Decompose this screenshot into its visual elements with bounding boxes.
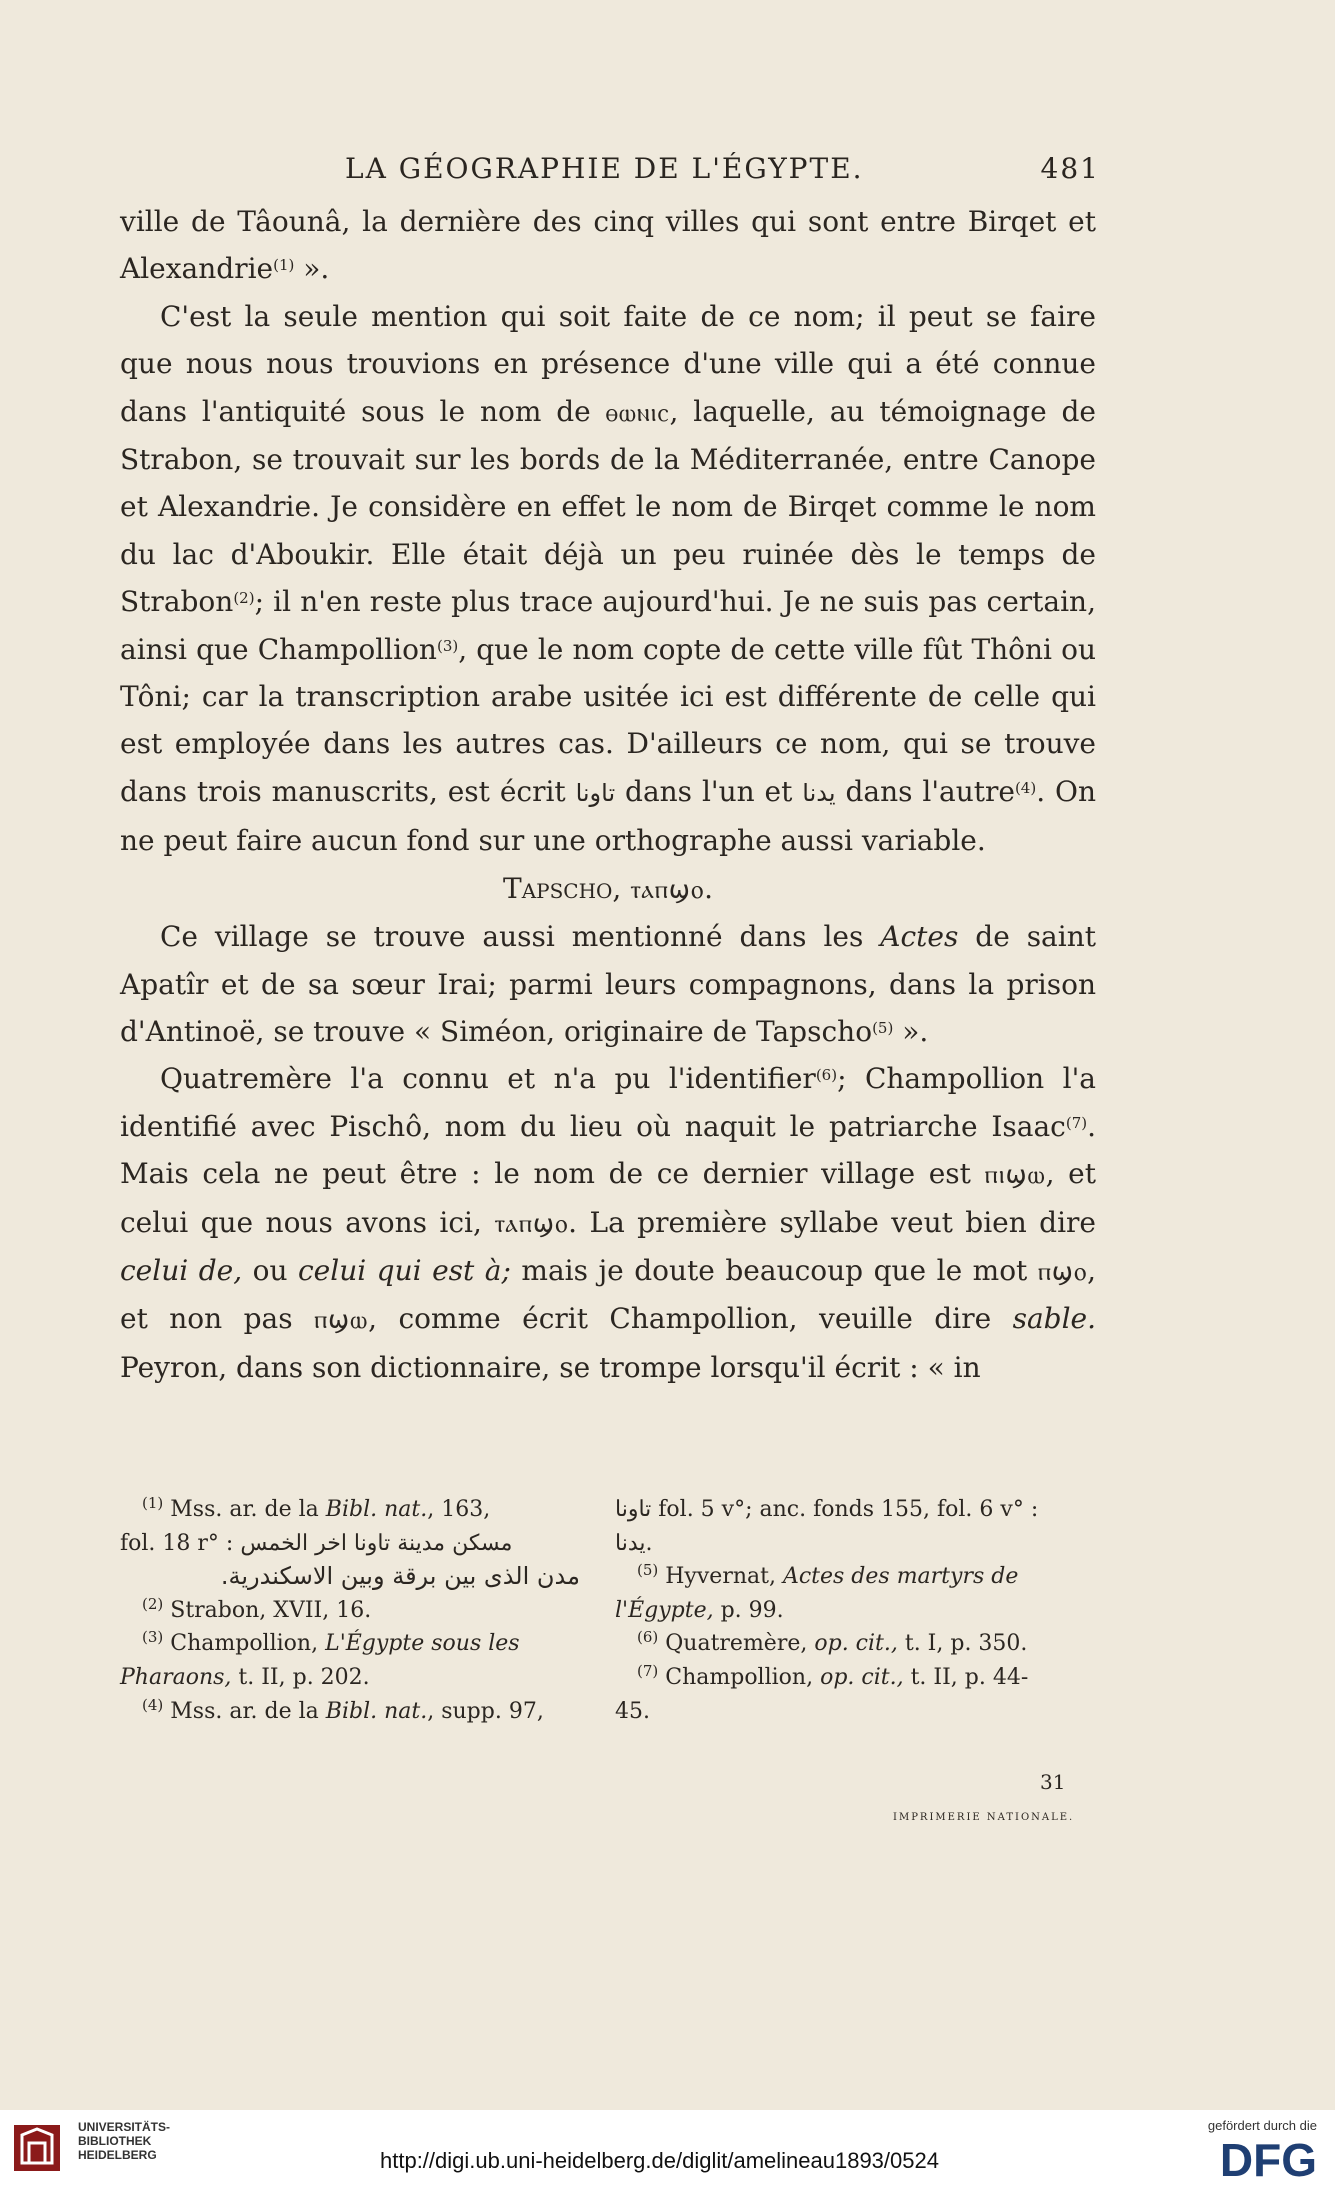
- paragraph-1: ville de Tâounâ, la dernière des cinq villes qui sont entre Birqet et Alexandrie$^{(1)}$ ».: [120, 205, 1096, 286]
- footnote-1: $^{(1)}$ Mss. ar. de la Bibl. nat., 163,: [142, 1494, 491, 1522]
- body-text: [120, 198, 1096, 1391]
- footnote-ref-4: (4): [1014, 778, 1037, 797]
- paragraph-4: Quatremère l'a connu et n'a pu l'identifier$^{(6)}$; Champollion l'a identifié avec Pischô, nom du lieu où naquit le patriarche Isaac$^{(7)}$. Mais cela ne peut être : le nom de ce dernier village est ⲡⲓϣⲱ, et celui que nous avons ici, ⲧⲁⲡϣⲟ. La première syllabe veut bien dire celui de, ou celui qui est à; mais je doute beaucoup que le mot ⲡϣⲟ, et non pas ⲡϣⲱ, comme écrit Champollion, veuille dire sable. Peyron, dans son dictionnaire, se trompe lorsqu'il écrit : « in: [120, 1062, 1097, 1384]
- library-name: UNIVERSITÄTS- BIBLIOTHEK HEIDELBERG: [78, 2120, 171, 2162]
- coptic-word: ⲡϣⲱ: [314, 1305, 369, 1335]
- footnotes-left-column: [120, 1493, 580, 1728]
- printer-imprint: IMPRIMERIE NATIONALE.: [893, 1812, 1075, 1823]
- footnote-3-line-2: Pharaons, t. II, p. 202.: [120, 1664, 370, 1690]
- footnote-ref-5: (5): [872, 1018, 894, 1037]
- footnote-1-line-3: مدن الذى بين برقة وبين الاسكندرية.: [220, 1562, 580, 1591]
- paragraph-3: Ce village se trouve aussi mentionné dans les Actes de saint Apatîr et de sa sœur Irai; parmi leurs compagnons, dans la prison d'Antinoë, se trouve « Siméon, originaire de Tapscho$^{(5)}$ ».: [120, 920, 1096, 1048]
- footnote-4-cont-2: يدنا.: [615, 1530, 653, 1556]
- footnote-ref-3: (3): [436, 636, 459, 655]
- coptic-word: ⲡϣⲟ: [1037, 1256, 1088, 1286]
- footnote-ref-1: (1): [273, 256, 295, 275]
- footnote-3: $^{(3)}$ Champollion, L'Égypte sous les: [142, 1628, 520, 1657]
- coptic-word: ⲧⲁⲡϣⲟ: [630, 874, 705, 904]
- coptic-word: ⲑⲱⲛⲓⲥ: [605, 397, 670, 427]
- footnote-1-line-2: fol. 18 r° : مسكن مدينة تاونا اخر الخمس: [120, 1530, 513, 1556]
- footnote-5-line-2: l'Égypte, p. 99.: [615, 1597, 784, 1623]
- svg-text:DFG: DFG: [1219, 2134, 1317, 2182]
- page-number: 481: [1040, 152, 1100, 185]
- arabic-word: يدنا: [802, 778, 836, 807]
- footnote-ref-2: (2): [233, 589, 255, 608]
- footnote-7-line-2: 45.: [615, 1698, 650, 1724]
- coptic-word: ⲧⲁⲡϣⲟ: [494, 1208, 569, 1238]
- footnotes-right-column: [615, 1493, 1095, 1728]
- footnote-2: $^{(2)}$ Strabon, XVII, 16.: [142, 1594, 372, 1623]
- footnote-4-cont: تاونا fol. 5 v°; anc. fonds 155, fol. 6 v° :: [615, 1497, 1039, 1522]
- page-title: LA GÉOGRAPHIE DE L'ÉGYPTE.: [345, 152, 864, 185]
- library-logo-icon: [14, 2125, 60, 2171]
- footnote-ref-7: (7): [1065, 1113, 1088, 1132]
- paragraph-2: C'est la seule mention qui soit faite de ce nom; il peut se faire que nous nous trouvions en présence d'une ville qui a été connue dans l'antiquité sous le nom de ⲑⲱⲛⲓⲥ, laquelle, au témoignage de Strabon, se trouvait sur les bords de la Méditerranée, entre Canope et Alexandrie. Je considère en effet le nom de Birqet comme le nom du lac d'Aboukir. Elle était déjà un peu ruinée dès le temps de Strabon$^{(2)}$; il n'en reste plus trace aujourd'hui. Je ne suis pas certain, ainsi que Champollion$^{(3)}$, que le nom copte de cette ville fût Thôni ou Tôni; car la transcription arabe usitée ici est différente de celle qui est employée dans les autres cas. D'ailleurs ce nom, qui se trouve dans trois manuscrits, est écrit تاونا dans l'un et يدنا dans l'autre$^{(4)}$. On ne peut faire aucun fond sur une orthographe aussi variable.: [120, 299, 1096, 858]
- arabic-word: تاونا: [575, 778, 616, 807]
- footnote-6: $^{(6)}$ Quatremère, op. cit., t. I, p. 350.: [637, 1628, 1028, 1657]
- coptic-word: ⲡⲓϣⲱ: [984, 1160, 1046, 1190]
- signature-mark: 31: [1040, 1770, 1066, 1794]
- footnote-7: $^{(7)}$ Champollion, op. cit., t. II, p. 44-: [637, 1661, 1029, 1690]
- footnote-5: $^{(5)}$ Hyvernat, Actes des martyrs de: [637, 1561, 1019, 1590]
- footnote-4: $^{(4)}$ Mss. ar. de la Bibl. nat., supp. 97,: [142, 1695, 544, 1724]
- funder-caption: gefördert durch die: [1207, 2118, 1317, 2133]
- dfg-logo-icon: [1167, 2134, 1317, 2182]
- permalink[interactable]: http://digi.ub.uni-heidelberg.de/diglit/amelineau1893/0524: [380, 2148, 939, 2173]
- section-heading: Tapscho, ⲧⲁⲡϣⲟ.: [503, 871, 713, 905]
- footnote-ref-6: (6): [815, 1066, 838, 1085]
- running-head: [120, 152, 1100, 192]
